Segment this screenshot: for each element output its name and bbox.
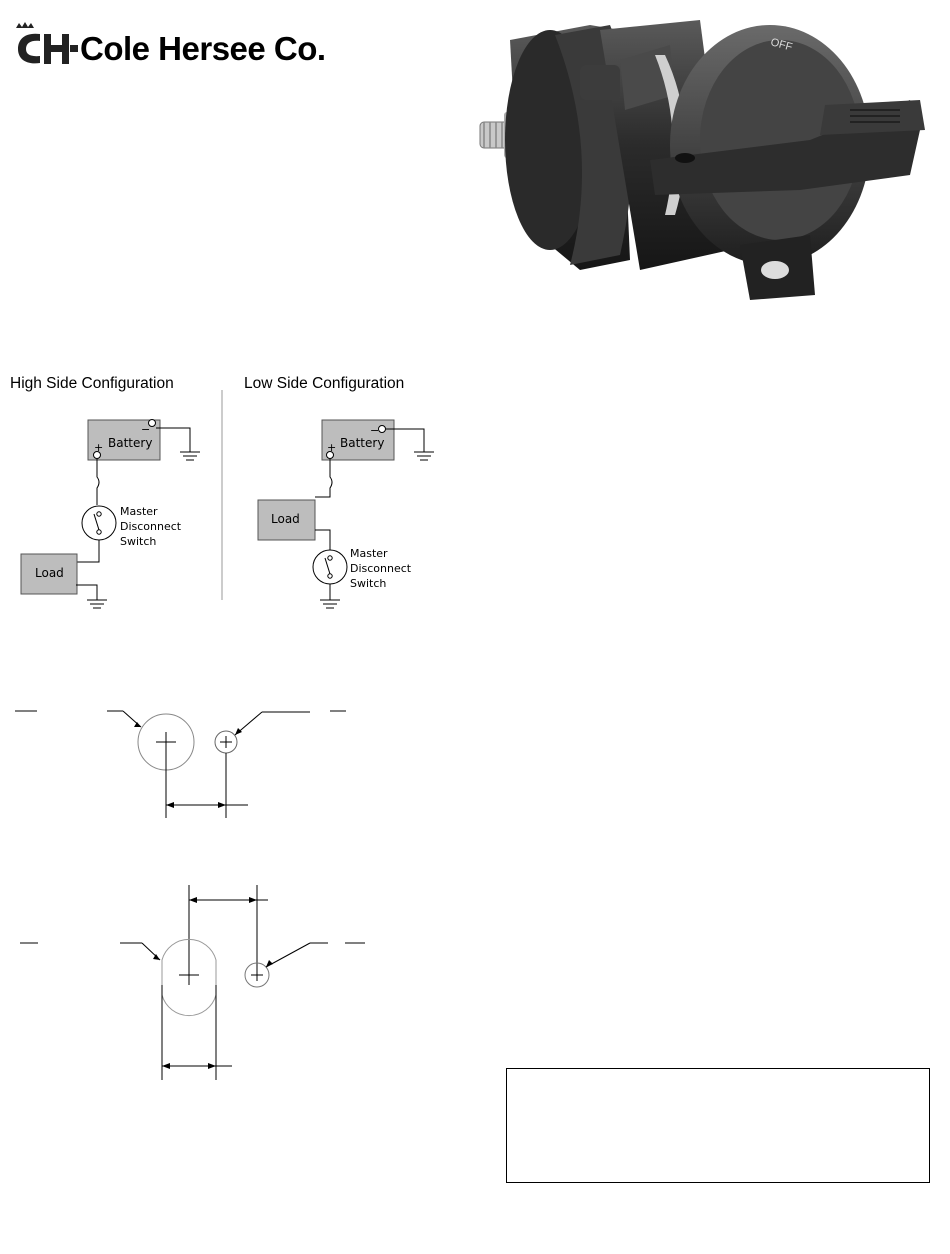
ls-switch-symbol: [313, 550, 347, 584]
mounting-hole-drawing-1: [0, 695, 400, 830]
ls-switch-label-1: Master: [350, 547, 388, 560]
note-box: [506, 1068, 930, 1183]
ls-switch-label-2: Disconnect: [350, 562, 412, 575]
company-name: Cole Hersee Co.: [80, 30, 326, 67]
hs-battery-label: Battery: [108, 436, 153, 450]
low-side-diagram: [258, 420, 434, 608]
ls-load-label: Load: [271, 512, 300, 526]
hs-load-label: Load: [35, 566, 64, 580]
wiring-diagrams: [0, 390, 440, 620]
low-side-title: Low Side Configuration: [244, 375, 405, 392]
crown-icon: [16, 22, 34, 28]
hs-switch-label-2: Disconnect: [120, 520, 182, 533]
off-marking: OFF: [769, 36, 794, 54]
ls-plus: +: [327, 441, 337, 454]
hs-plus: +: [94, 441, 104, 454]
hs-switch-label-1: Master: [120, 505, 158, 518]
hs-switch-label-3: Switch: [120, 535, 157, 548]
hs-switch-symbol: [82, 506, 116, 540]
mounting-hole-drawing-2: [0, 875, 400, 1085]
ls-battery-label: Battery: [340, 436, 385, 450]
ls-switch-label-3: Switch: [350, 577, 387, 590]
product-photo: [470, 0, 950, 310]
ch-mark-icon: [18, 34, 40, 64]
ls-minus: −: [370, 424, 380, 437]
hs-minus: −: [141, 423, 151, 436]
high-side-title: High Side Configuration: [10, 375, 174, 392]
high-side-diagram: [21, 420, 200, 609]
